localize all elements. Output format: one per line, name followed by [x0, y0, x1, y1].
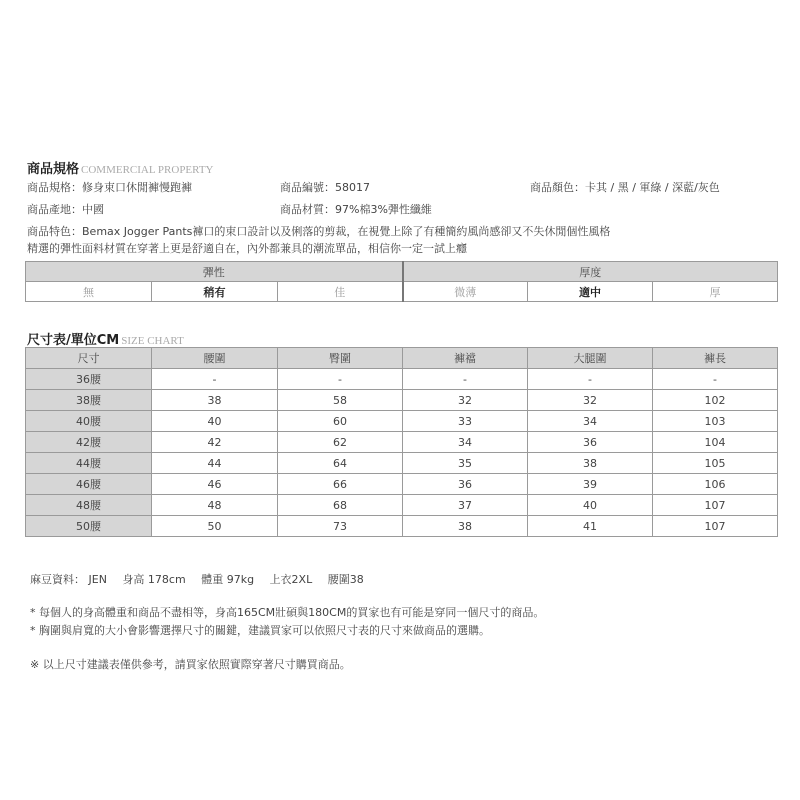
- size-label-cell: 42腰: [26, 432, 152, 453]
- size-row: [26, 432, 778, 453]
- size-label-cell: 44腰: [26, 453, 152, 474]
- property-title-zh: 商品規格: [27, 162, 80, 177]
- thickness-header: 厚度: [403, 262, 778, 282]
- note-2: * 胸圍與肩寬的大小會影響選擇尺寸的關鍵，建議買家可以依照尺寸表的尺寸來做商品的選購。: [30, 624, 490, 637]
- size-value-cell: 34: [403, 432, 528, 453]
- size-label-cell: 40腰: [26, 411, 152, 432]
- size-value-cell: 64: [278, 453, 403, 474]
- size-value-cell: -: [653, 369, 778, 390]
- size-label-cell: 36腰: [26, 369, 152, 390]
- size-value-cell: 39: [528, 474, 653, 495]
- header-length: 褲長: [653, 348, 778, 369]
- size-row: [26, 411, 778, 432]
- size-row: [26, 516, 778, 537]
- size-value-cell: -: [528, 369, 653, 390]
- size-value-cell: 40: [152, 411, 278, 432]
- size-value-cell: 107: [653, 516, 778, 537]
- size-value-cell: 106: [653, 474, 778, 495]
- size-value-cell: 66: [278, 474, 403, 495]
- thickness-option-thin: 微薄: [403, 282, 528, 302]
- size-row: [26, 369, 778, 390]
- size-chart-title-zh: 尺寸表/單位CM: [27, 333, 120, 348]
- size-value-cell: 38: [403, 516, 528, 537]
- model-name: JEN: [88, 573, 107, 586]
- size-value-cell: 35: [403, 453, 528, 474]
- size-value-cell: 36: [528, 432, 653, 453]
- size-value-cell: 32: [403, 390, 528, 411]
- size-label-cell: 50腰: [26, 516, 152, 537]
- product-origin: 商品產地：中國: [27, 203, 104, 216]
- size-value-cell: 104: [653, 432, 778, 453]
- size-value-cell: 36: [403, 474, 528, 495]
- model-top-size: 上衣2XL: [269, 573, 313, 586]
- size-value-cell: 33: [403, 411, 528, 432]
- size-value-cell: 60: [278, 411, 403, 432]
- size-chart-title-en: SIZE CHART: [121, 335, 184, 347]
- size-value-cell: 48: [152, 495, 278, 516]
- elasticity-header: 彈性: [26, 262, 403, 282]
- note-3: ※ 以上尺寸建議表僅供參考，請買家依照實際穿著尺寸購買商品。: [30, 658, 351, 671]
- property-title: [27, 158, 214, 177]
- size-row: [26, 474, 778, 495]
- size-row: [26, 453, 778, 474]
- size-value-cell: 38: [528, 453, 653, 474]
- size-table-header-row: [26, 348, 778, 369]
- header-thigh: 大腿圍: [528, 348, 653, 369]
- size-label-cell: 46腰: [26, 474, 152, 495]
- size-value-cell: 46: [152, 474, 278, 495]
- size-value-cell: 62: [278, 432, 403, 453]
- product-feature-line-1: 商品特色：Bemax Jogger Pants褲口的束口設計以及俐落的剪裁，在視覺上除了有種簡約風尚感卻又不失休閒個性風格: [27, 225, 611, 238]
- size-value-cell: 42: [152, 432, 278, 453]
- model-waist: 腰圍38: [327, 573, 364, 586]
- size-value-cell: 102: [653, 390, 778, 411]
- size-value-cell: 103: [653, 411, 778, 432]
- size-value-cell: -: [403, 369, 528, 390]
- product-material: 商品材質：97%棉3%彈性纖維: [280, 203, 432, 216]
- elasticity-option-good: 佳: [278, 282, 403, 302]
- size-table: [25, 347, 778, 537]
- header-waist: 腰圍: [152, 348, 278, 369]
- header-hip: 臀圍: [278, 348, 403, 369]
- spec-text: 商品規格：修身束口休閒褲慢跑褲: [27, 181, 192, 194]
- elasticity-option-slight: 稍有: [152, 282, 278, 302]
- model-label: 麻豆資料：: [30, 573, 85, 586]
- thickness-option-medium: 適中: [528, 282, 653, 302]
- size-value-cell: -: [278, 369, 403, 390]
- product-feature-line-2: 精選的彈性面料材質在穿著上更是舒適自在，內外都兼具的潮流單品，相信你一定一試上癮: [27, 242, 467, 255]
- size-value-cell: 44: [152, 453, 278, 474]
- size-value-cell: 40: [528, 495, 653, 516]
- thickness-option-thick: 厚: [653, 282, 778, 302]
- model-weight: 體重 97kg: [201, 573, 255, 586]
- header-rise: 褲襠: [403, 348, 528, 369]
- product-code: 商品編號：58017: [280, 181, 370, 194]
- elasticity-option-none: 無: [26, 282, 152, 302]
- size-value-cell: 37: [403, 495, 528, 516]
- property-title-en: COMMERCIAL PROPERTY: [81, 164, 214, 176]
- size-label-cell: 48腰: [26, 495, 152, 516]
- size-value-cell: 32: [528, 390, 653, 411]
- size-value-cell: 50: [152, 516, 278, 537]
- size-value-cell: 34: [528, 411, 653, 432]
- model-info: [30, 571, 364, 587]
- size-value-cell: 38: [152, 390, 278, 411]
- header-size: 尺寸: [26, 348, 152, 369]
- size-row: [26, 495, 778, 516]
- size-value-cell: 68: [278, 495, 403, 516]
- model-height: 身高 178cm: [122, 573, 186, 586]
- size-value-cell: 58: [278, 390, 403, 411]
- size-label-cell: 38腰: [26, 390, 152, 411]
- size-row: [26, 390, 778, 411]
- size-value-cell: 107: [653, 495, 778, 516]
- product-colors: 商品顏色：卡其 / 黑 / 軍綠 / 深藍/灰色: [530, 181, 720, 194]
- feel-table: [25, 261, 778, 302]
- size-value-cell: 105: [653, 453, 778, 474]
- size-value-cell: 73: [278, 516, 403, 537]
- size-value-cell: -: [152, 369, 278, 390]
- size-value-cell: 41: [528, 516, 653, 537]
- size-chart-title: [27, 329, 184, 348]
- note-1: * 每個人的身高體重和商品不盡相等，身高165CM壯碩與180CM的買家也有可能是穿同一個尺寸的商品。: [30, 606, 545, 619]
